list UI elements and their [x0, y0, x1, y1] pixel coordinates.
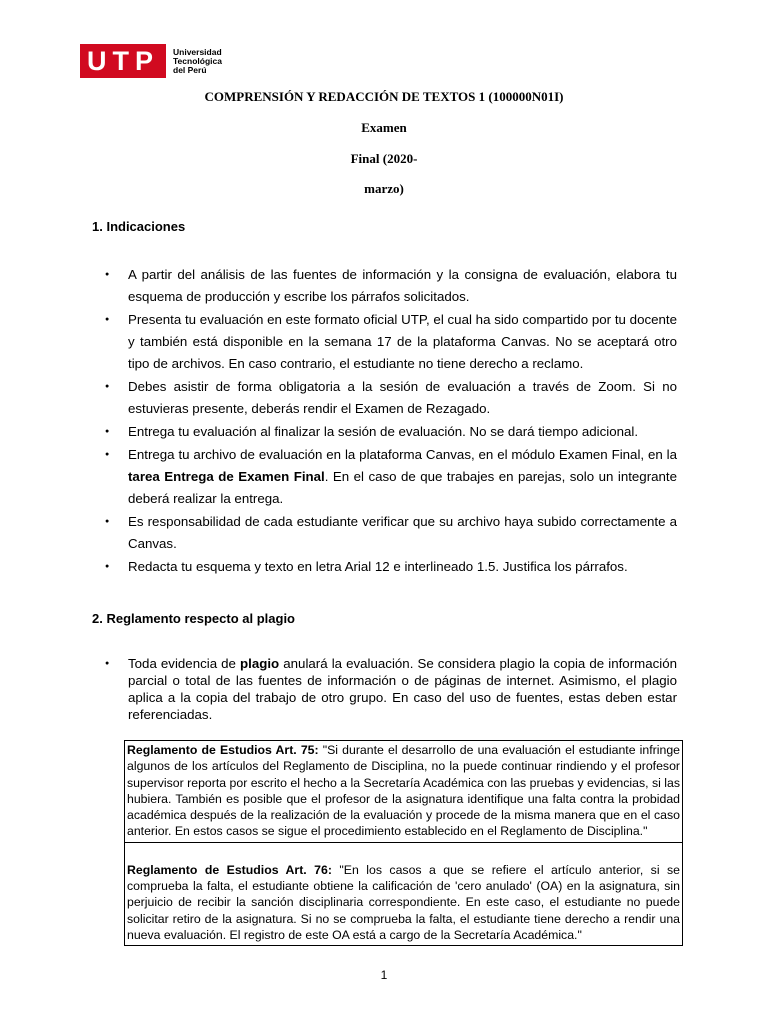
- rule-title: Reglamento de Estudios Art. 76:: [127, 862, 332, 877]
- item-text: Entrega tu archivo de evaluación en la plataforma Canvas, en el módulo Examen Final, en la: [128, 447, 677, 462]
- item-text: anulará la evaluación. Se considera plagio la copia de información parcial o total de las fuentes de información o de páginas de internet. Asimismo, el plagio aplica a la copia del trabajo de otro grupo. En caso del uso de fuentes, estas deben estar referenciadas.: [128, 656, 677, 722]
- rules-table: [124, 740, 683, 946]
- indicaciones-list: [92, 264, 677, 579]
- logo-line: Tecnológica: [173, 55, 222, 66]
- rule-cell-art76: [125, 861, 682, 945]
- exam-label: Examen: [361, 120, 407, 135]
- list-item: ● A partir del análisis de las fuentes de información y la consigna de evaluación, elabora tu esquema de producción y escribe los párrafos solicitados.: [92, 264, 677, 308]
- utp-logo-name: [173, 48, 222, 75]
- rule-cell-art75: [125, 741, 682, 842]
- item-bold-text: tarea Entrega de Examen Final: [128, 469, 325, 484]
- utp-logo: [80, 44, 222, 78]
- section-heading-indicaciones: 1. Indicaciones: [92, 219, 186, 234]
- exam-period-line1: Final (2020-: [350, 151, 418, 166]
- list-item: ● Debes asistir de forma obligatoria a la sesión de evaluación a través de Zoom. Si no estuvieras presente, deberás rendir el Examen de Rezagado.: [92, 376, 677, 420]
- item-text: Toda evidencia de: [128, 656, 241, 671]
- list-item: ● Redacta tu esquema y texto en letra Arial 12 e interlineado 1.5. Justifica los párrafos.: [92, 556, 677, 578]
- course-title: COMPRENSIÓN Y REDACCIÓN DE TEXTOS 1 (100000N01I): [204, 89, 564, 104]
- rule-title: Reglamento de Estudios Art. 75:: [127, 743, 319, 757]
- list-item: [92, 655, 677, 723]
- page-number: 1: [380, 968, 388, 982]
- list-item: ● Entrega tu evaluación al finalizar la sesión de evaluación. No se dará tiempo adicional.: [92, 421, 677, 443]
- list-item: ● Presenta tu evaluación en este formato oficial UTP, el cual ha sido compartido por tu docente y también está disponible en la semana 17 de la plataforma Canvas. No se aceptará otro tipo de archivos. En caso contrario, el estudiante no tiene derecho a reclamo.: [92, 309, 677, 375]
- utp-logo-mark: UTP: [80, 44, 166, 78]
- list-item: ● Es responsabilidad de cada estudiante verificar que su archivo haya subido correctamente a Canvas.: [92, 511, 677, 555]
- logo-line: del Perú: [173, 64, 207, 75]
- list-item: [92, 444, 677, 510]
- exam-period-line2: marzo): [364, 181, 404, 196]
- logo-line: Universidad: [173, 46, 222, 57]
- plagio-list: [92, 655, 677, 724]
- item-text: . En el caso de que trabajes en parejas, solo un integrante deberá realizar la entrega.: [128, 469, 678, 506]
- section-heading-plagio: 2. Reglamento respecto al plagio: [92, 611, 295, 626]
- table-spacer: [125, 842, 682, 861]
- rule-text: "En los casos a que se refiere el artículo anterior, si se comprueba la falta, el estudiante obtiene la calificación de 'cero anulado' (OA) en la asignatura, sin perjuicio de recibir la sanción disciplinaria correspondiente. En este caso, el estudiante no puede solicitar retiro de la asignatura. Si no se comprueba la falta, el estudiante tiene derecho a rendir una nueva evaluación. El registro de este OA está a cargo de la Secretaría Académica.": [127, 862, 681, 942]
- item-bold-text: plagio: [240, 656, 280, 671]
- rule-text: "Si durante el desarrollo de una evaluación el estudiante infringe algunos de los artículos del Reglamento de Disciplina, no la puede continuar rindiendo y el profesor supervisor reporta por escrito el hecho a la Secretaría Académica con las pruebas y evidencias, si las hubiera. También es posible que el profesor de la asignatura identifique una falta contra la probidad académica después de la realización de la evaluación y procede de la misma manera que en el caso anterior. En estos casos se sigue el procedimiento establecido en el Reglamento de Disciplina.": [127, 743, 680, 839]
